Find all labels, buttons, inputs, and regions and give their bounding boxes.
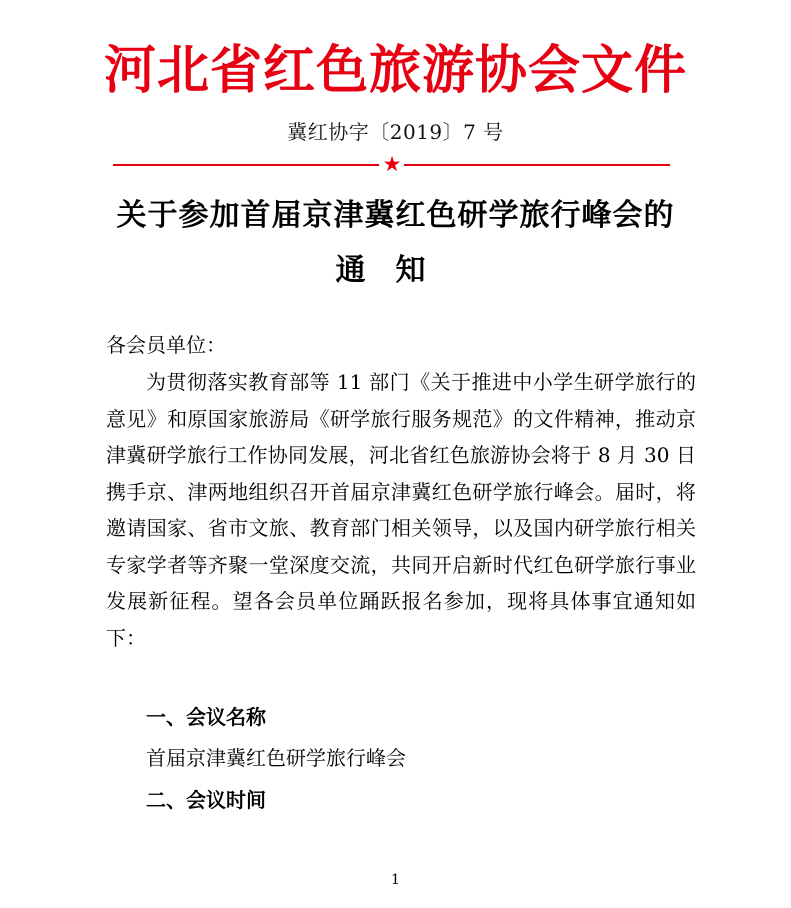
divider-line-right bbox=[404, 164, 670, 166]
section-heading-meeting-time: 二、会议时间 bbox=[146, 788, 266, 812]
header-divider bbox=[113, 152, 670, 176]
body-paragraph: 为贯彻落实教育部等 11 部门《关于推进中小学生研学旅行的意见》和原国家旅游局《研学旅行服务规范》的文件精神，推动京津冀研学旅行工作协同发展，河北省红色旅游协会将于 8 月 30 日携手京、津两地组织召开首届京津冀红色研学旅行峰会。届时，将邀请国家、省市文旅、教育部门相关领导，以及国内研学旅行相关专家学者等齐聚一堂深度交流，共同开启新时代红色研学旅行事业发展新征程。望各会员单位踊跃报名参加，现将具体事宜通知如下： bbox=[106, 370, 696, 650]
notice-title-line2: 通知 bbox=[335, 253, 456, 288]
section-heading-meeting-name: 一、会议名称 bbox=[146, 705, 266, 729]
issuer-title: 河北省红色旅游协会文件 bbox=[103, 40, 687, 101]
section-content-meeting-name: 首届京津冀红色研学旅行峰会 bbox=[146, 746, 406, 770]
document-number: 冀红协字〔2019〕7 号 bbox=[287, 120, 504, 144]
salutation: 各会员单位： bbox=[106, 333, 226, 357]
red-star-icon: ★ bbox=[382, 152, 402, 176]
notice-title-line1: 关于参加首届京津冀红色研学旅行峰会的 bbox=[116, 198, 675, 233]
page-number: 1 bbox=[391, 872, 400, 888]
divider-line-left bbox=[113, 164, 379, 166]
